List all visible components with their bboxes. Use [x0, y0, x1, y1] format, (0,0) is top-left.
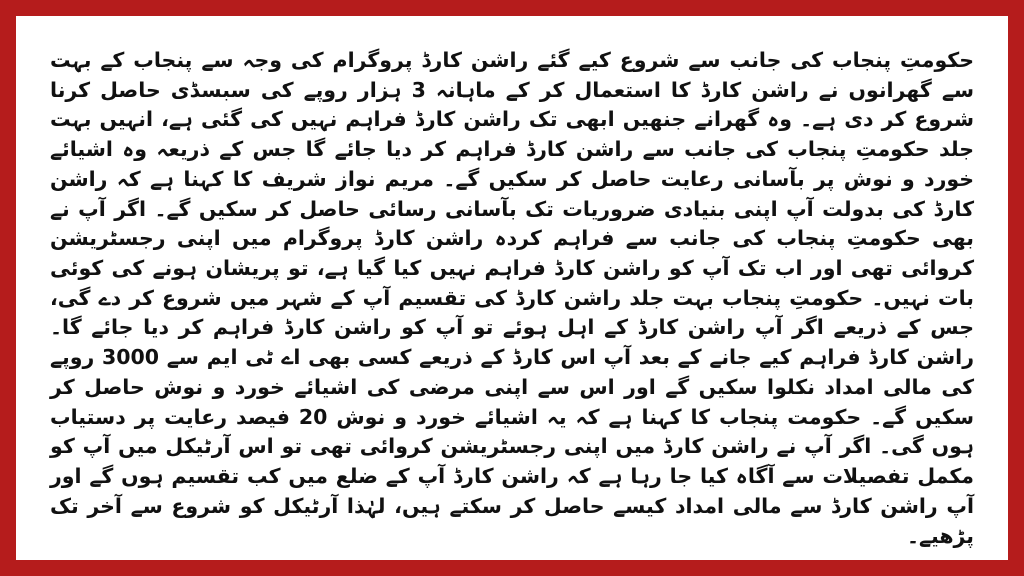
article-paragraph: حکومتِ پنجاب کی جانب سے شروع کیے گئے راشن کارڈ پروگرام کی وجہ سے پنجاب کے بہت سے گھرانوں نے راشن کارڈ کا استعمال کر کے ماہانہ 3 ہزار روپے کی سبسڈی حاصل کرنا شروع کر دی ہے۔ وہ گھرانے جنھیں ابھی تک راشن کارڈ فراہم نہیں کی گئی ہے، انہیں بہت جلد حکومتِ پنجاب کی جانب سے راشن کارڈ فراہم کر دیا جائے گا جس کے ذریعہ وہ اشیائے خورد و نوش پر بآسانی رعایت حاصل کر سکیں گے۔ مریم نواز شریف کا کہنا ہے کہ راشن کارڈ کی بدولت آپ اپنی بنیادی ضروریات تک بآسانی رسائی حاصل کر سکیں گے۔ اگر آپ نے بھی حکومتِ پنجاب کی جانب سے فراہم کردہ راشن کارڈ پروگرام میں اپنی رجسٹریشن کروائی تھی اور اب تک آپ کو راشن کارڈ فراہم نہیں کیا گیا ہے، تو پریشان ہونے کی کوئی بات نہیں۔ حکومتِ پنجاب بہت جلد راشن کارڈ کی تقسیم آپ کے شہر میں شروع کر دے گی، جس کے ذریعے اگر آپ راشن کارڈ کے اہل ہوئے تو آپ کو راشن کارڈ فراہم کر دیا جائے گا۔ راشن کارڈ فراہم کیے جانے کے بعد آپ اس کارڈ کے ذریعے کسی بھی اے ٹی ایم سے 3000 روپے کی مالی امداد نکلوا سکیں گے اور اس سے اپنی مرضی کی اشیائے خورد و نوش حاصل کر سکیں گے۔ حکومت پنجاب کا کہنا ہے کہ یہ اشیائے خورد و نوش 20 فیصد رعایت پر دستیاب ہوں گی۔ اگر آپ نے راشن کارڈ میں اپنی رجسٹریشن کروائی تھی تو اس آرٹیکل میں آپ کو مکمل تفصیلات سے آگاہ کیا جا رہا ہے کہ راشن کارڈ آپ کے ضلع میں کب تقسیم ہوں گے اور آپ راشن کارڈ سے مالی امداد کیسے حاصل کر سکتے ہیں، لہٰذا آرٹیکل کو شروع سے آخر تک پڑھیے۔	[50, 48, 975, 548]
